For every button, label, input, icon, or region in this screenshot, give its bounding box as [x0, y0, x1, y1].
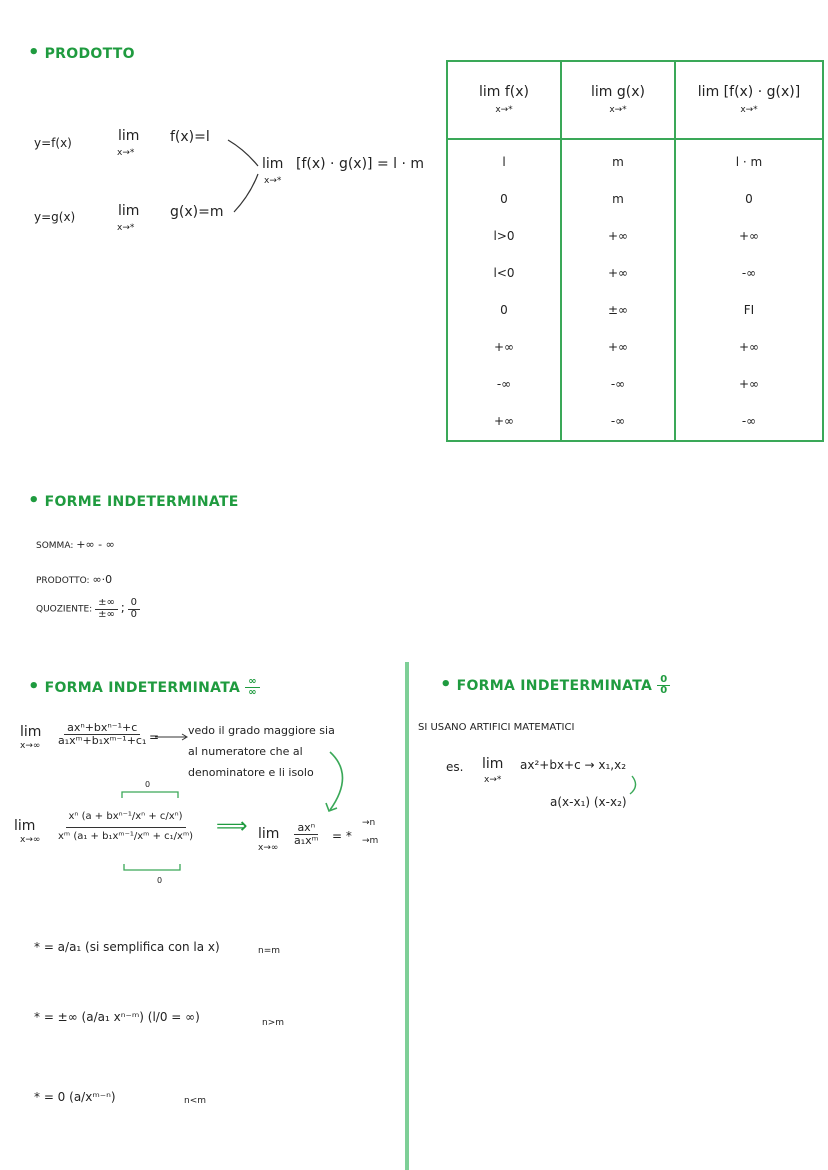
frac-num: ∞ — [245, 677, 260, 689]
fn-g-label: y=g(x) — [34, 210, 76, 224]
table-cell: +∞ — [738, 340, 760, 354]
table-cell: l · m — [735, 155, 763, 169]
forma-zero-section — [440, 674, 670, 697]
zero-lim-under: x→* — [484, 775, 502, 785]
forma-zero-title: FORMA INDETERMINATA — [456, 678, 653, 694]
table-cell: l — [502, 155, 506, 169]
frac-den: a₁xᵐ — [294, 833, 319, 847]
header-lim-product — [675, 61, 823, 139]
final-frac — [294, 822, 319, 846]
header-lim-label: lim — [697, 84, 720, 100]
final-fraction — [294, 822, 319, 846]
step-lim — [14, 818, 35, 834]
inf-lim: lim — [20, 724, 42, 740]
table-cell: +∞ — [607, 266, 629, 280]
table-cell: -∞ — [741, 414, 757, 428]
table-body-row — [447, 139, 823, 441]
col-product — [675, 139, 823, 441]
table-cell: 0 — [745, 192, 753, 206]
frac-num: 0 — [657, 675, 670, 687]
table-cell: -∞ — [610, 414, 626, 428]
arrow-m: →m — [362, 836, 379, 846]
lim-f: lim — [118, 128, 140, 144]
table-cell: -∞ — [496, 377, 512, 391]
frac-den: 0 — [660, 685, 668, 696]
somma-value: +∞ - ∞ — [76, 538, 115, 551]
inf-frac — [58, 722, 146, 746]
case-less-cond: n<m — [184, 1096, 207, 1106]
prodotto-title: PRODOTTO — [44, 46, 135, 62]
forma-zero-title-frac — [657, 675, 670, 697]
frac-den: ±∞ — [98, 608, 115, 620]
table-header-row — [447, 61, 823, 139]
prodotto-line — [36, 573, 112, 586]
col-f — [447, 139, 561, 441]
inf-eq: = — [149, 730, 160, 744]
forme-title: FORME INDETERMINATE — [44, 494, 239, 510]
table-cell: 0 — [500, 303, 508, 317]
somma-line — [36, 538, 115, 551]
inf-lim-under: x→∞ — [20, 741, 41, 751]
final-eq: = * — [332, 829, 352, 843]
col-g — [561, 139, 675, 441]
table-cell: FI — [743, 303, 755, 317]
implies-arrow: ⟹ — [216, 814, 248, 839]
frac-den: a₁xᵐ+b₁xᵐ⁻¹+c₁ — [58, 733, 147, 747]
es-label: es. — [446, 760, 464, 774]
header-fn: g(x) — [616, 84, 645, 100]
forme-section — [28, 490, 239, 511]
step-lim-under: x→∞ — [20, 835, 41, 845]
table-cell: +∞ — [607, 229, 629, 243]
step-fraction — [58, 808, 193, 842]
table-cell: m — [612, 192, 624, 206]
lim-f-expr: f(x)=l — [170, 129, 210, 145]
prodotto-value: ∞·0 — [92, 573, 113, 586]
lim-g: lim — [118, 203, 140, 219]
zero-top: 0 — [145, 780, 151, 789]
zero-expr: ax²+bx+c → x₁,x₂ — [520, 758, 627, 772]
table-cell: l<0 — [493, 266, 515, 280]
header-lim-label: lim — [591, 84, 613, 100]
note-line-3: denominatore e li isolo — [188, 766, 314, 779]
lim-result: lim — [262, 156, 284, 172]
case-less: * = 0 (a/xᵐ⁻ⁿ) — [34, 1090, 116, 1104]
case-greater-cond: n>m — [262, 1018, 285, 1028]
arrow-n: →n — [362, 818, 376, 828]
case-equal: * = a/a₁ (si semplifica con la x) — [34, 940, 220, 954]
forma-inf-title: FORMA INDETERMINATA — [44, 680, 241, 696]
note-line-2: al numeratore che al — [188, 745, 303, 758]
table-cell: m — [612, 155, 624, 169]
artifici-line: SI USANO ARTIFICI MATEMATICI — [418, 722, 575, 733]
header-lim-f — [447, 61, 561, 139]
zero-bot: 0 — [157, 876, 163, 885]
quoziente-line — [36, 598, 140, 620]
lim-f-under: x→* — [117, 148, 135, 158]
zero-lim: lim — [482, 756, 504, 772]
note-line-1: vedo il grado maggiore sia — [188, 724, 335, 737]
table-cell: 0 — [500, 192, 508, 206]
case-greater: * = ±∞ (a/a₁ xⁿ⁻ᵐ) (l/0 = ∞) — [34, 1010, 200, 1024]
lim-result-expr: [f(x) · g(x)] = l · m — [296, 156, 425, 172]
table-cell: -∞ — [610, 377, 626, 391]
frac-num: ±∞ — [95, 598, 118, 610]
quoziente-frac-zero — [128, 598, 140, 620]
final-lim-under: x→∞ — [258, 843, 279, 853]
somma-label: SOMMA: — [36, 541, 74, 551]
table-cell: +∞ — [607, 340, 629, 354]
prodotto-label: PRODOTTO: — [36, 576, 90, 586]
frac-num: 0 — [128, 598, 140, 610]
header-under: x→* — [740, 105, 758, 115]
bullet-dot: • — [28, 42, 40, 63]
header-lim-label: lim — [478, 84, 501, 100]
quoziente-sep: ; — [120, 600, 125, 615]
frac-num: axⁿ+bxⁿ⁻¹+c — [64, 722, 140, 735]
bullet-dot: • — [28, 676, 40, 697]
quoziente-label: QUOZIENTE: — [36, 604, 93, 615]
lim-g-under: x→* — [117, 223, 135, 233]
header-fn: f(x) — [504, 84, 529, 100]
table-cell: ±∞ — [607, 303, 629, 317]
header-under: x→* — [609, 105, 627, 115]
frac-num: axⁿ — [294, 822, 318, 835]
quoziente-frac-inf — [95, 598, 118, 620]
final-lim: lim — [258, 826, 280, 842]
step-lim-label: lim — [14, 818, 36, 834]
bullet-dot: • — [440, 674, 452, 695]
case-equal-cond: n=m — [258, 946, 281, 956]
table-cell: -∞ — [741, 266, 757, 280]
header-fn: [f(x) · g(x)] — [723, 84, 801, 100]
column-divider — [405, 662, 409, 1170]
table-cell: +∞ — [493, 340, 515, 354]
step-frac — [58, 808, 193, 842]
lim-g-expr: g(x)=m — [170, 204, 224, 220]
limits-table — [446, 60, 824, 442]
table-cell: +∞ — [738, 229, 760, 243]
frac-den: 0 — [130, 608, 137, 620]
table-cell: l>0 — [493, 229, 515, 243]
forma-inf-section — [28, 676, 260, 699]
inf-fraction — [58, 722, 146, 746]
header-lim-g — [561, 61, 675, 139]
table-cell: +∞ — [493, 414, 515, 428]
lim-result-under: x→* — [264, 176, 282, 186]
frac-num: xⁿ (a + bxⁿ⁻¹/xⁿ + c/xⁿ) — [66, 808, 186, 828]
table-cell: +∞ — [738, 377, 760, 391]
frac-den: ∞ — [248, 687, 257, 698]
forma-inf-title-frac — [245, 677, 260, 699]
bullet-dot: • — [28, 490, 40, 511]
header-under: x→* — [495, 105, 513, 115]
fn-f-label: y=f(x) — [34, 136, 72, 150]
frac-den: xᵐ (a₁ + b₁xᵐ⁻¹/xᵐ + c₁/xᵐ) — [58, 830, 194, 842]
zero-factor: a(x-x₁) (x-x₂) — [550, 795, 627, 809]
